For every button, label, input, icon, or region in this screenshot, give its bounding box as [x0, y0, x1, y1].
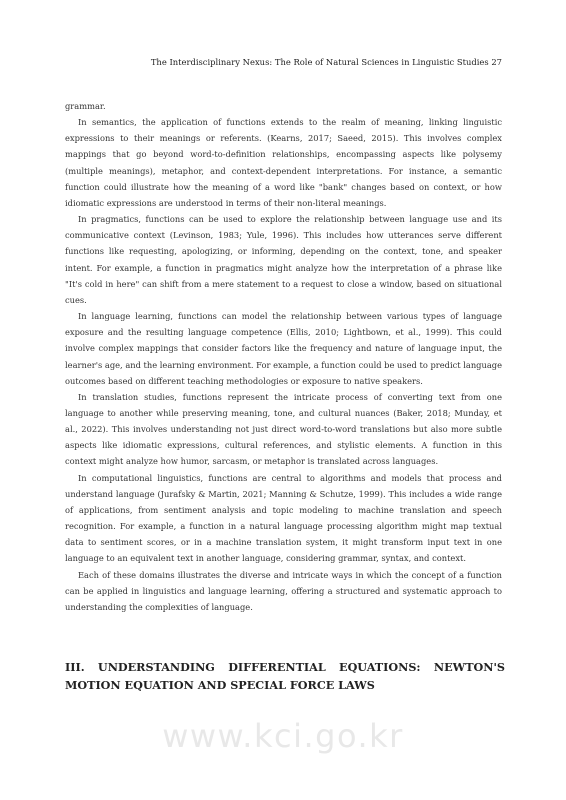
watermark: www.kci.go.kr — [162, 717, 404, 755]
paragraph-continuation: grammar. — [65, 101, 106, 111]
running-header: The Interdisciplinary Nexus: The Role of Natural Sciences in Linguistic Studies 27 — [150, 57, 502, 67]
body-text — [65, 98, 502, 615]
paragraph-semantics: In semantics, the application of functions extends to the realm of meaning, linking linguistic expressions to their meanings or referents. (Kearns, 2017; Saeed, 2015). This involves complex mappings that go beyond word-to-definition relationships, encompassing aspects like polysemy (multiple meanings), metaphor, and context-dependent interpretations. For instance, a semantic function could illustrate how the meaning of a word like "bank" changes based on context, or how idiomatic expressions are understood in terms of their non-literal meanings. — [65, 117, 502, 208]
paragraph-language-learning: In language learning, functions can model the relationship between various types of language exposure and the resulting language competence (Ellis, 2010; Lightbown, et al., 1999). This could involve complex mappings that consider factors like the frequency and nature of language input, the learner's age, and the learning environment. For example, a function could be used to predict language outcomes based on different teaching methodologies or exposure to native speakers. — [65, 311, 502, 386]
paragraph-pragmatics: In pragmatics, functions can be used to explore the relationship between language use and its communicative context (Levinson, 1983; Yule, 1996). This includes how utterances serve different functions like requesting, apologizing, or informing, depending on the context, tone, and speaker intent. For example, a function in pragmatics might analyze how the interpretation of a phrase like "It's cold in here" can shift from a mere statement to a request to close a window, based on situational cues. — [65, 214, 502, 305]
paragraph-summary: Each of these domains illustrates the diverse and intricate ways in which the concept of a function can be applied in linguistics and language learning, offering a structured and systematic approach to understanding the complexities of language. — [65, 569, 502, 612]
paragraph-translation-studies: In translation studies, functions represent the intricate process of converting text from one language to another while preserving meaning, tone, and cultural nuances (Baker, 2018; Munday, et al., 2022). This involves understanding not just direct word-to-word translations but also more subtle aspects like idiomatic expressions, cultural references, and stylistic elements. A function in this context might analyze how humor, sarcasm, or metaphor is translated across languages. — [65, 391, 502, 467]
paragraph-computational-linguistics: In computational linguistics, functions are central to algorithms and models that process and understand language (Jurafsky & Martin, 2021; Manning & Schutze, 1999). This includes a wide range of applications, from sentiment analysis and topic modeling to machine translation and speech recognition. For example, a function in a natural language processing algorithm might map textual data to sentiment scores, or in a machine translation system, it might transform input text in one language to an equivalent text in another language, considering grammar, syntax, and context. — [65, 472, 502, 564]
section-heading: III. UNDERSTANDING DIFFERENTIAL EQUATIONS: NEWTON'S MOTION EQUATION AND SPECIAL FORCE LAWS — [65, 660, 505, 692]
